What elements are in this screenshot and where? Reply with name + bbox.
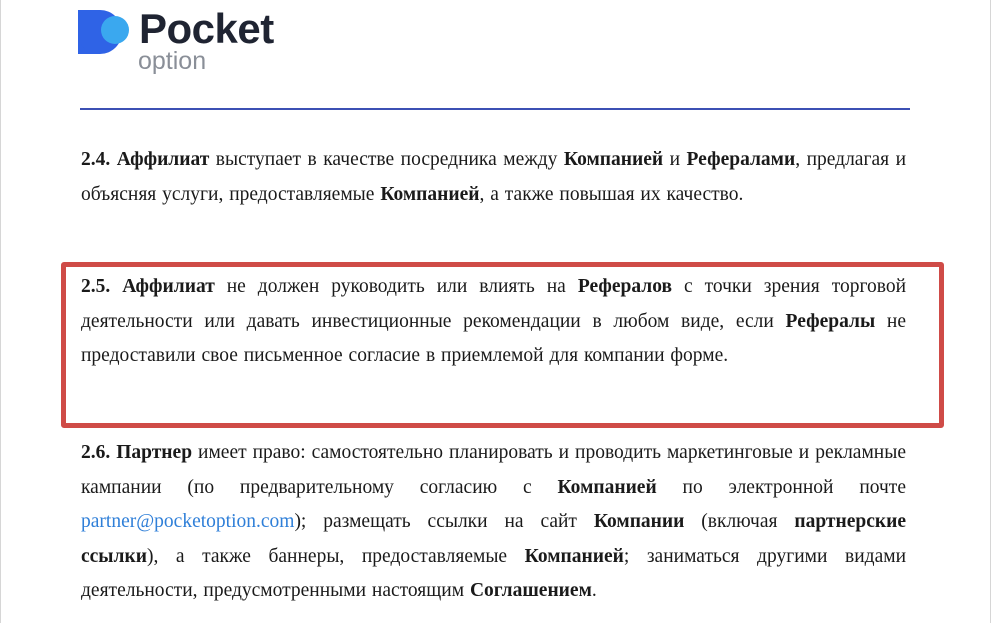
term-company: Компанией (380, 183, 480, 205)
partner-email-link[interactable]: partner@pocketoption.com (81, 511, 295, 532)
term-referrals: Рефералами (686, 149, 796, 170)
term-affiliate: Аффилиат (122, 276, 215, 297)
paragraph-text: ), а также баннеры, предоставляемые (146, 545, 525, 567)
term-agreement: Соглашением (469, 580, 592, 601)
paragraph-text: имеет право: самостоятельно планировать и проводить маркетинговые и рекламные кампании (по предварительному согласию с (81, 442, 906, 498)
paragraph-2-4 (81, 143, 906, 212)
term-company: Компанией (563, 149, 664, 170)
clause-number: 2.5. (81, 276, 111, 297)
paragraph-text: . (591, 580, 597, 601)
term-company: Компанией (557, 476, 657, 498)
paragraph-text: , предлагая и объясняя услуги, предоставляемые (81, 149, 907, 205)
paragraph-text: по электронной почте (656, 476, 906, 498)
paragraph-text: не должен руководить или влиять на (214, 276, 578, 297)
clause-number: 2.4. (81, 149, 111, 170)
logo-wordmark: Pocket (139, 5, 274, 52)
term-affiliate: Аффилиат (116, 149, 210, 170)
paragraph-text: (включая (684, 511, 795, 532)
pocket-option-logo-icon (78, 10, 132, 54)
paragraph-2-5 (81, 270, 906, 374)
paragraph-text: ); размещать ссылки на сайт (294, 511, 594, 532)
paragraph-text: не предоставили свое письменное согласие в приемлемой для компании форме. (81, 310, 906, 366)
paragraph-text: выступает в качестве посредника между (209, 149, 564, 170)
pocket-option-logo (78, 6, 318, 76)
term-partner-links: партнерские ссылки (81, 511, 907, 567)
paragraph-text: с точки зрения торговой деятельности или давать инвестиционные рекомендации в любом виде, если (81, 276, 907, 332)
term-partner: Партнер (116, 442, 193, 463)
term-company: Компанией (524, 545, 624, 567)
logo-subtitle: option (138, 47, 207, 75)
term-referrals: Рефералов (577, 276, 673, 297)
term-referrals: Рефералы (785, 310, 876, 332)
header-divider (80, 108, 910, 110)
paragraph-text: ; заниматься другими видами деятельности, предусмотренными настоящим (81, 545, 906, 601)
paragraph-text: , а также повышая их качество. (479, 183, 744, 205)
paragraph-text: и (663, 149, 687, 170)
clause-number: 2.6. (81, 442, 111, 463)
term-company: Компании (593, 511, 685, 532)
paragraph-2-6 (81, 436, 906, 609)
